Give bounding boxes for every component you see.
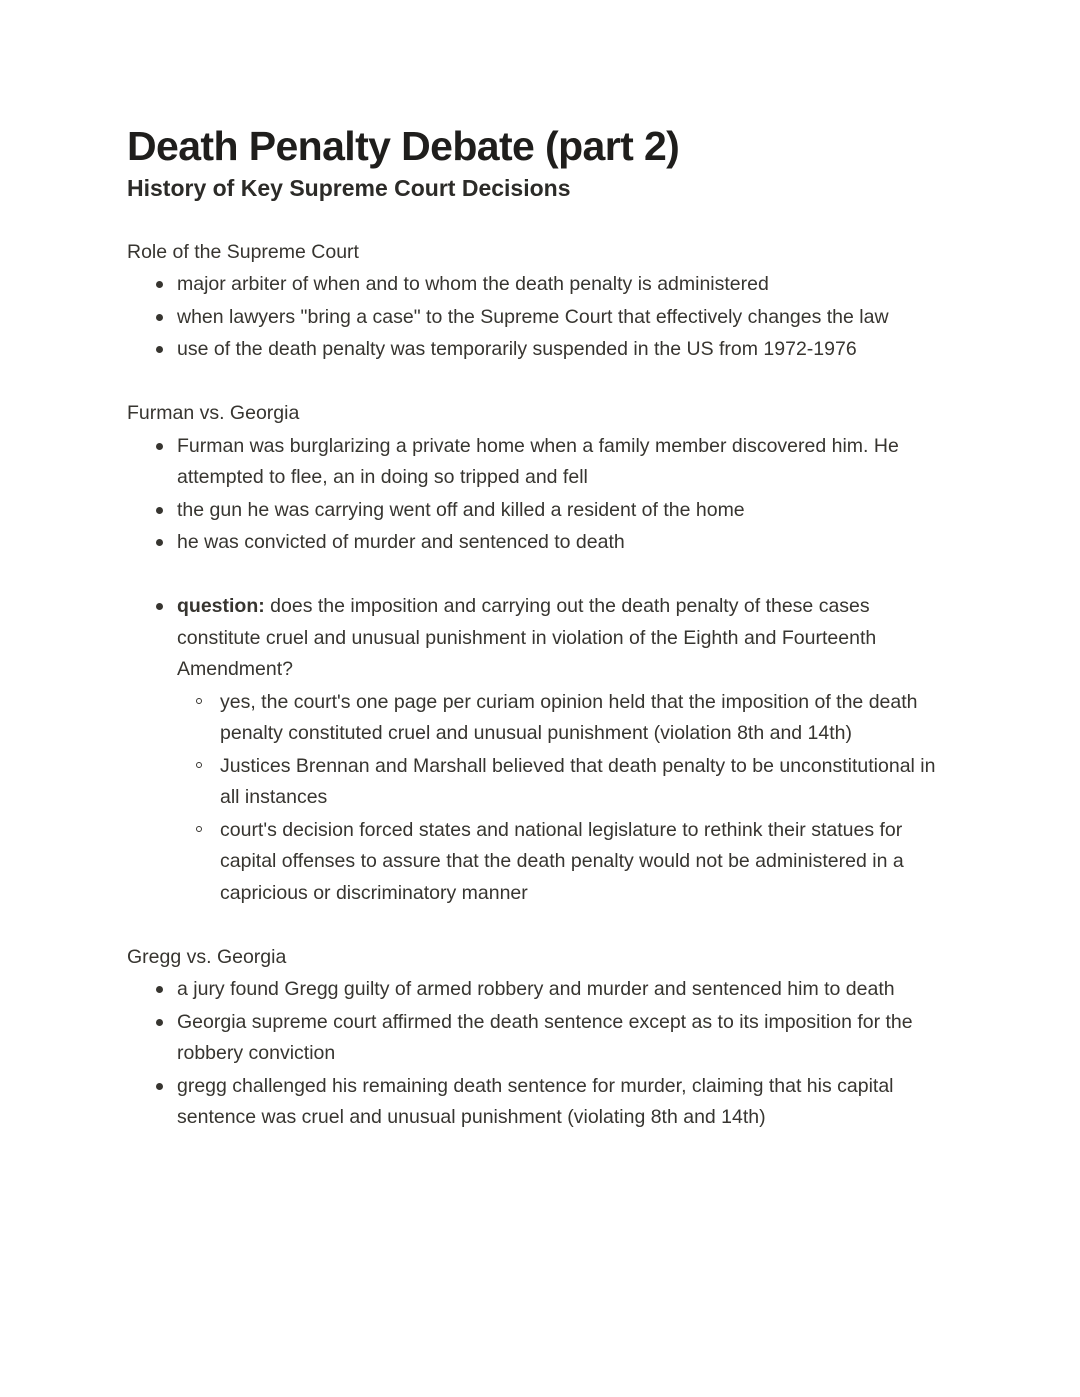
bullet-item <box>127 495 942 527</box>
question-text <box>177 591 942 686</box>
bullet-text: he was convicted of murder and sentenced to death <box>177 531 625 554</box>
bullet-text: Furman was burglarizing a private home when a family member discovered him. He attempted to flee, an in doing so tripped and fell <box>177 434 899 489</box>
bullet-item <box>127 1007 942 1070</box>
role-section-label: Role of the Supreme Court <box>127 240 359 263</box>
question-label: question: <box>177 595 265 618</box>
bullet-text: major arbiter of when and to whom the death penalty is administered <box>177 273 769 296</box>
sub-bullet-text: yes, the court's one page per curiam opinion held that the imposition of the death penalty constituted cruel and unusual punishment (violation 8th and 14th) <box>220 690 918 745</box>
sub-bullet-text: Justices Brennan and Marshall believed that death penalty to be unconstitutional in all instances <box>220 754 936 809</box>
bullet-icon <box>156 346 163 353</box>
sub-bullet-item <box>127 751 942 814</box>
bullet-icon <box>156 1019 163 1026</box>
open-bullet-icon <box>196 698 202 704</box>
bullet-icon <box>156 281 163 288</box>
bullet-icon <box>156 443 163 450</box>
bullet-text: a jury found Gregg guilty of armed robbery and murder and sentenced him to death <box>177 978 895 1001</box>
bullet-item <box>127 527 942 559</box>
bullet-text: Georgia supreme court affirmed the death sentence except as to its imposition for the robbery conviction <box>177 1010 913 1065</box>
section-heading: History of Key Supreme Court Decisions <box>127 175 571 202</box>
bullet-icon <box>156 314 163 321</box>
bullet-text: when lawyers "bring a case" to the Supreme Court that effectively changes the law <box>177 305 889 328</box>
open-bullet-icon <box>196 826 202 832</box>
bullet-item <box>127 431 942 494</box>
bullet-text: the gun he was carrying went off and killed a resident of the home <box>177 498 745 521</box>
bullet-text: gregg challenged his remaining death sentence for murder, claiming that his capital sentence was cruel and unusual punishment (violating 8th and 14th) <box>177 1074 894 1129</box>
bullet-item <box>127 269 942 301</box>
bullet-text: use of the death penalty was temporarily suspended in the US from 1972-1976 <box>177 338 857 361</box>
page-title: Death Penalty Debate (part 2) <box>127 123 680 169</box>
furman-section-label: Furman vs. Georgia <box>127 402 300 425</box>
blank-line <box>127 205 942 237</box>
question-body: does the imposition and carrying out the death penalty of these cases constitute cruel and unusual punishment in violation of the Eighth and Fourteenth Amendment? <box>177 595 877 681</box>
blank-line <box>127 560 942 592</box>
question-bullet-item <box>127 591 942 686</box>
bullet-item <box>127 1071 942 1134</box>
gregg-section-label: Gregg vs. Georgia <box>127 945 287 968</box>
bullet-item <box>127 302 942 334</box>
bullet-icon <box>156 507 163 514</box>
sub-bullet-item <box>127 687 942 750</box>
blank-line <box>127 367 942 399</box>
sub-bullet-text: court's decision forced states and national legislature to rethink their statues for capital offenses to assure that the death penalty would not be administered in a capricious or discriminatory manner <box>220 818 904 904</box>
blank-line <box>127 910 942 942</box>
bullet-item <box>127 974 942 1006</box>
bullet-icon <box>156 1083 163 1090</box>
bullet-icon <box>156 986 163 993</box>
open-bullet-icon <box>196 762 202 768</box>
bullet-item <box>127 334 942 366</box>
bullet-icon <box>156 603 163 610</box>
sub-bullet-item <box>127 815 942 910</box>
bullet-icon <box>156 539 163 546</box>
